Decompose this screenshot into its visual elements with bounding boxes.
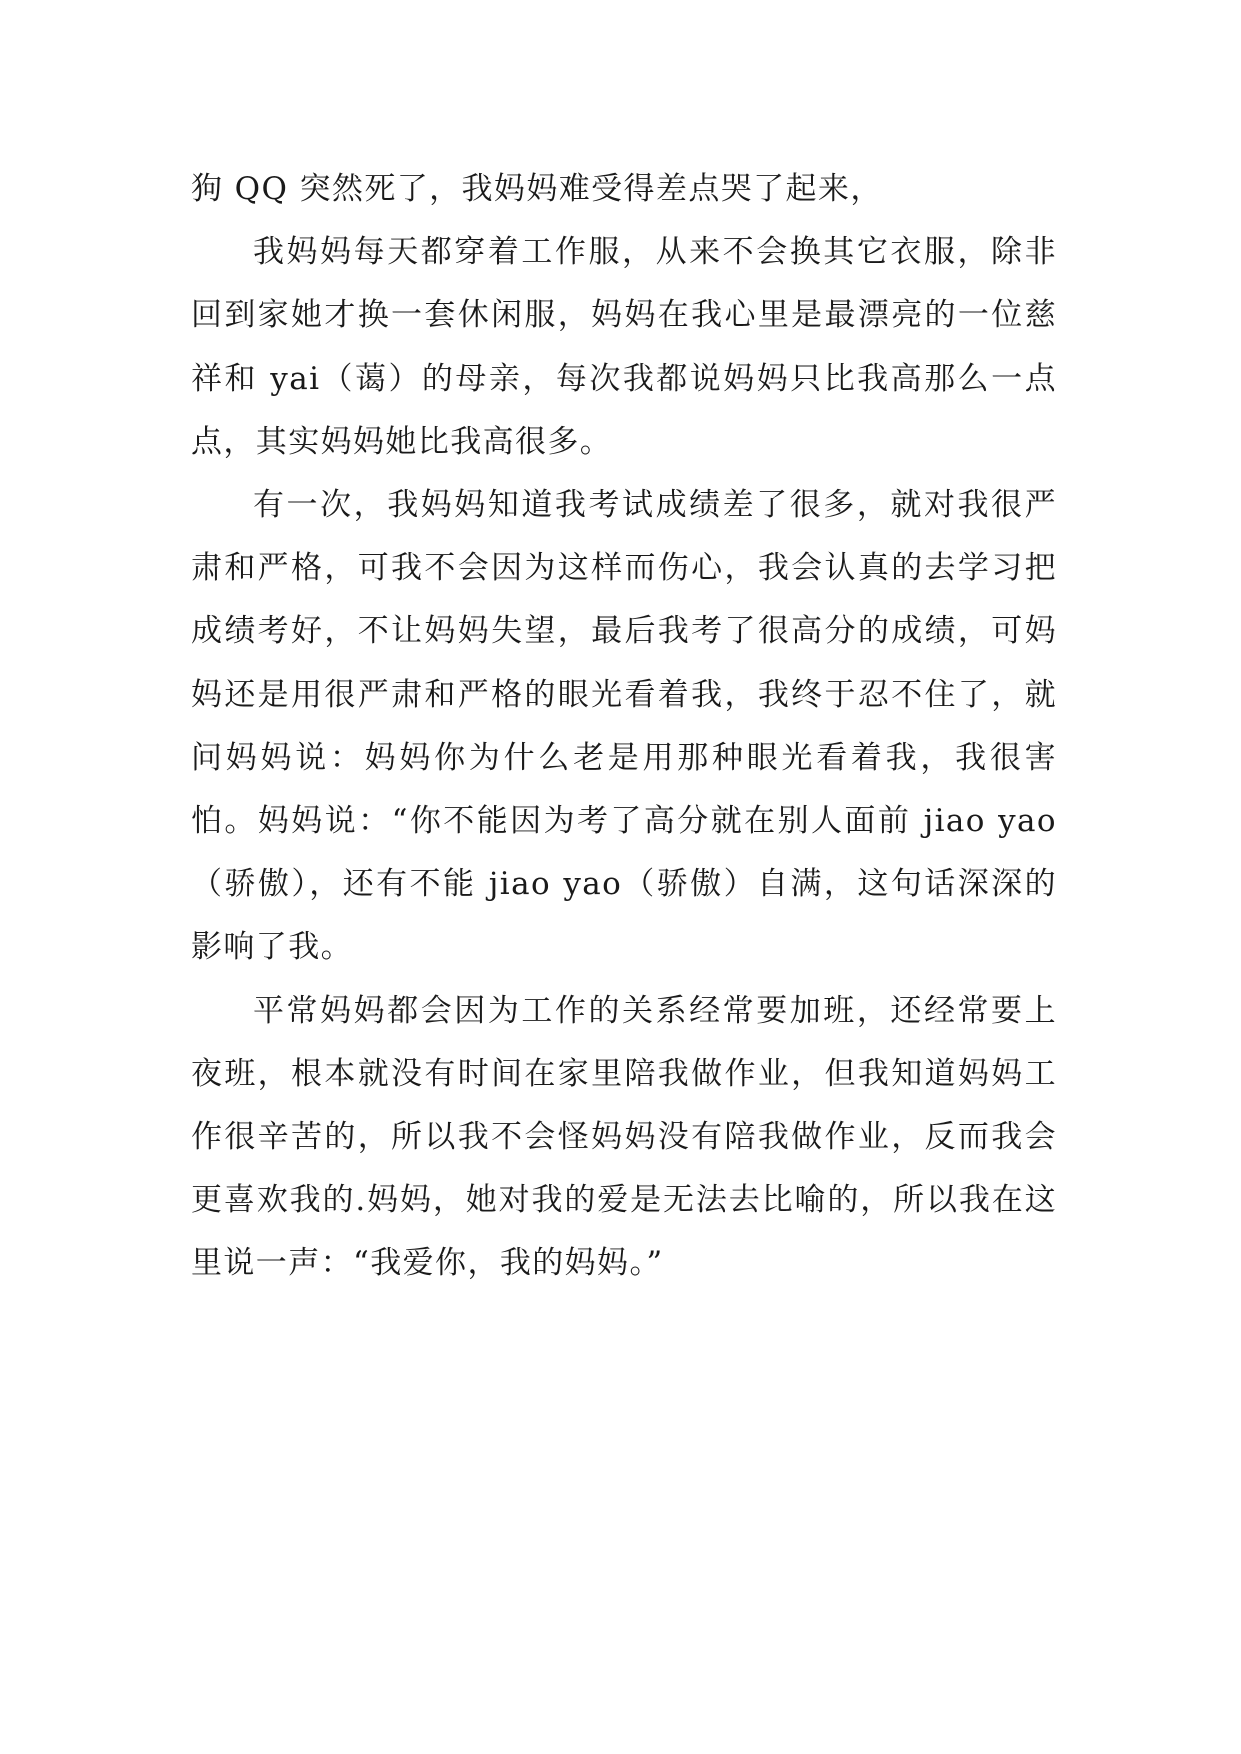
paragraph-1: 狗 QQ 突然死了，我妈妈难受得差点哭了起来， xyxy=(191,171,883,207)
paragraph-3: 有一次，我妈妈知道我考试成绩差了很多，就对我很严肃和严格，可我不会因为这样而伤心，我会认真的去学习把成绩考好，不让妈妈失望，最后我考了很高分的成绩，可妈妈还是用很严肃和严格的眼光看着我，我终于忍不住了，就问妈妈说：妈妈你为什么老是用那种眼光看着我，我很害怕。妈妈说：“你不能因为考了高分就在别人面前 jiao yao（骄傲），还有不能 jiao yao（骄傲）自满，这句话深深的影响了我。 xyxy=(191,487,1057,966)
document-body xyxy=(191,158,1057,1296)
paragraph-4: 平常妈妈都会因为工作的关系经常要加班，还经常要上夜班，根本就没有时间在家里陪我做作业，但我知道妈妈工作很辛苦的，所以我不会怪妈妈没有陪我做作业，反而我会更喜欢我的.妈妈，她对我的爱是无法去比喻的，所以我在这里说一声：“我爱你，我的妈妈。” xyxy=(191,992,1057,1282)
paragraph-2: 我妈妈每天都穿着工作服，从来不会换其它衣服，除非回到家她才换一套休闲服，妈妈在我心里是最漂亮的一位慈祥和 yai（蔼）的母亲，每次我都说妈妈只比我高那么一点点，其实妈妈她比我高很多。 xyxy=(191,234,1057,460)
